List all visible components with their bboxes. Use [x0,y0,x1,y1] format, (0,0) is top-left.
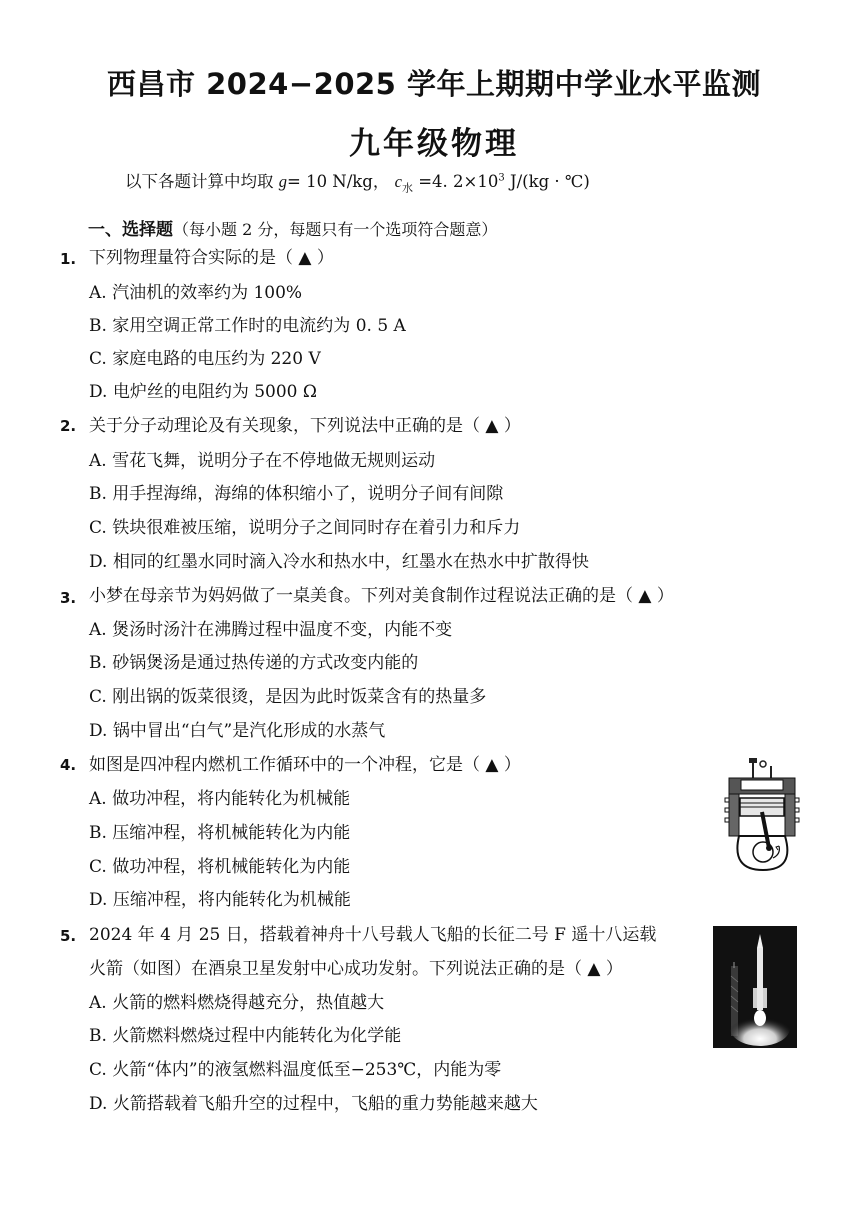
question-number: 4. [60,756,77,774]
note-c-unit: J/(kg · ℃) [504,172,590,191]
option-b: B. 家用空调正常工作时的电流约为 0. 5 A [89,316,406,336]
option-d: D. 锅中冒出“白气”是汽化形成的水蒸气 [89,721,386,741]
engine-diagram [723,758,801,874]
question-stem: 下列物理量符合实际的是（ ▲ ） [89,248,334,268]
option-c: C. 刚出锅的饭菜很烫，是因为此时饭菜含有的热量多 [89,687,487,707]
option-d: D. 压缩冲程，将内能转化为机械能 [89,890,351,910]
option-c: C. 做功冲程，将机械能转化为内能 [89,857,351,877]
question-number: 3. [60,589,77,607]
option-c: C. 火箭“体内”的液氢燃料温度低至−253℃，内能为零 [89,1060,502,1080]
option-a: A. 煲汤时汤汁在沸腾过程中温度不变，内能不变 [89,620,453,640]
question-number: 1. [60,250,77,268]
option-d: D. 相同的红墨水同时滴入冷水和热水中，红墨水在热水中扩散得快 [89,552,589,572]
option-b: B. 火箭燃料燃烧过程中内能转化为化学能 [89,1026,402,1046]
question-number: 5. [60,927,77,945]
constants-note [125,168,590,195]
question-stem: 关于分子动理论及有关现象，下列说法中正确的是（ ▲ ） [89,416,521,436]
note-c-symbol: c [394,172,402,191]
rocket-photo-icon [713,926,797,1048]
question-stem: 火箭（如图）在酒泉卫星发射中心成功发射。下列说法正确的是（ ▲ ） [89,959,623,979]
section-heading [88,215,497,240]
question-stem: 2024 年 4 月 25 日，搭载着神舟十八号载人飞船的长征二号 F 遥十八运载 [89,925,657,945]
rocket-photo [713,926,797,1048]
engine-diagram-icon [723,758,801,874]
note-prefix: 以下各题计算中均取 [125,172,279,191]
option-b: B. 用手捏海绵，海绵的体积缩小了，说明分子间有间隙 [89,484,504,504]
option-a: A. 汽油机的效率约为 100% [89,283,303,303]
section-note: （每小题 2 分，每题只有一个选项符合题意） [173,220,498,239]
note-c-value: =4. 2×10 [412,172,499,191]
option-d: D. 电炉丝的电阻约为 5000 Ω [89,382,317,402]
option-c: C. 铁块很难被压缩，说明分子之间同时存在着引力和斥力 [89,518,521,538]
option-a: A. 做功冲程，将内能转化为机械能 [89,789,351,809]
note-g-symbol: g [278,172,287,191]
exam-title: 西昌市 2024−2025 学年上期期中学业水平监测 [107,67,761,101]
option-d: D. 火箭搭载着飞船升空的过程中，飞船的重力势能越来越大 [89,1094,538,1114]
option-a: A. 火箭的燃料燃烧得越充分，热值越大 [89,993,385,1013]
question-stem: 如图是四冲程内燃机工作循环中的一个冲程，它是（ ▲ ） [89,755,521,775]
note-c-exponent: 3 [498,172,505,184]
section-title: 一、选择题 [88,220,173,240]
option-c: C. 家庭电路的电压约为 220 V [89,349,321,369]
option-b: B. 砂锅煲汤是通过热传递的方式改变内能的 [89,653,419,673]
option-b: B. 压缩冲程，将机械能转化为内能 [89,823,351,843]
exam-subject: 九年级物理 [349,126,519,162]
question-stem: 小梦在母亲节为妈妈做了一桌美食。下列对美食制作过程说法正确的是（ ▲ ） [89,586,674,606]
option-a: A. 雪花飞舞，说明分子在不停地做无规则运动 [89,451,436,471]
note-c-subscript: 水 [401,181,413,195]
note-g-value: = 10 N/kg， [287,172,390,191]
question-number: 2. [60,417,77,435]
